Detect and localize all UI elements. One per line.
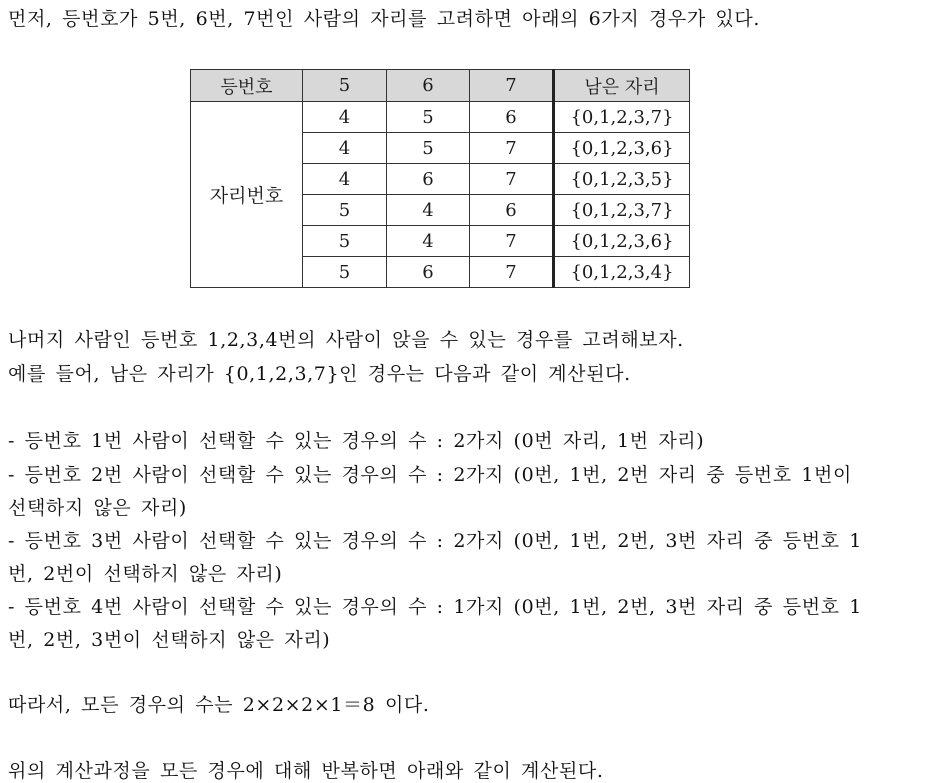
bullet-item-3: - 등번호 3번 사람이 선택할 수 있는 경우의 수 : 2가지 (0번, 1번, 2번, 3번 자리 중 등번호 1 [8, 530, 862, 552]
table-cell: 4 [387, 195, 470, 226]
bullet-item-4-continued: 번, 2번, 3번이 선택하지 않은 자리) [8, 629, 331, 651]
table-cell: 7 [470, 164, 554, 195]
table-cell: 7 [470, 226, 554, 257]
table-cell: 5 [387, 133, 470, 164]
table-cell: 6 [470, 102, 554, 133]
table-cell: 7 [470, 257, 554, 288]
table-cell: {0,1,2,3,7} [554, 195, 690, 226]
row-label-cell: 자리번호 [191, 102, 303, 288]
table-cell: 4 [303, 164, 387, 195]
paragraph-consider: 나머지 사람인 등번호 1,2,3,4번의 사람이 앉을 수 있는 경우를 고려해보자. [8, 329, 684, 351]
table-cell: 6 [387, 164, 470, 195]
bullet-item-2: - 등번호 2번 사람이 선택할 수 있는 경우의 수 : 2가지 (0번, 1번, 2번 자리 중 등번호 1번이 [8, 464, 852, 486]
table-cell: 5 [303, 195, 387, 226]
header-cell: 남은 자리 [554, 70, 690, 102]
header-cell: 5 [303, 70, 387, 102]
bullet-item-3-continued: 번, 2번이 선택하지 않은 자리) [8, 563, 283, 585]
paragraph-example: 예를 들어, 남은 자리가 {0,1,2,3,7}인 경우는 다음과 같이 계산된다. [8, 363, 631, 385]
seat-table [190, 69, 690, 288]
table-cell: {0,1,2,3,7} [554, 102, 690, 133]
table-cell: 4 [303, 102, 387, 133]
final-text: 위의 계산과정을 모든 경우에 대해 반복하면 아래와 같이 계산된다. [8, 760, 604, 782]
table-cell: 7 [470, 133, 554, 164]
bullet-item-1: - 등번호 1번 사람이 선택할 수 있는 경우의 수 : 2가지 (0번 자리, 1번 자리) [8, 430, 705, 452]
header-cell: 등번호 [191, 70, 303, 102]
table-cell: {0,1,2,3,4} [554, 257, 690, 288]
table-cell: 5 [303, 226, 387, 257]
table-cell: {0,1,2,3,5} [554, 164, 690, 195]
bullet-item-4: - 등번호 4번 사람이 선택할 수 있는 경우의 수 : 1가지 (0번, 1번, 2번, 3번 자리 중 등번호 1 [8, 596, 862, 618]
bullet-item-2-continued: 선택하지 않은 자리) [8, 497, 187, 519]
table-cell: {0,1,2,3,6} [554, 133, 690, 164]
table-cell: 5 [387, 102, 470, 133]
table-cell: 4 [303, 133, 387, 164]
table-cell: 6 [470, 195, 554, 226]
conclusion-text: 따라서, 모든 경우의 수는 2×2×2×1＝8 이다. [8, 694, 430, 716]
table-header-row [191, 70, 690, 102]
table-cell: 6 [387, 257, 470, 288]
header-cell: 7 [470, 70, 554, 102]
table-cell: 5 [303, 257, 387, 288]
intro-text: 먼저, 등번호가 5번, 6번, 7번인 사람의 자리를 고려하면 아래의 6가지 경우가 있다. [8, 8, 760, 30]
table-row [191, 102, 690, 133]
header-cell: 6 [387, 70, 470, 102]
table-cell: 4 [387, 226, 470, 257]
table-cell: {0,1,2,3,6} [554, 226, 690, 257]
